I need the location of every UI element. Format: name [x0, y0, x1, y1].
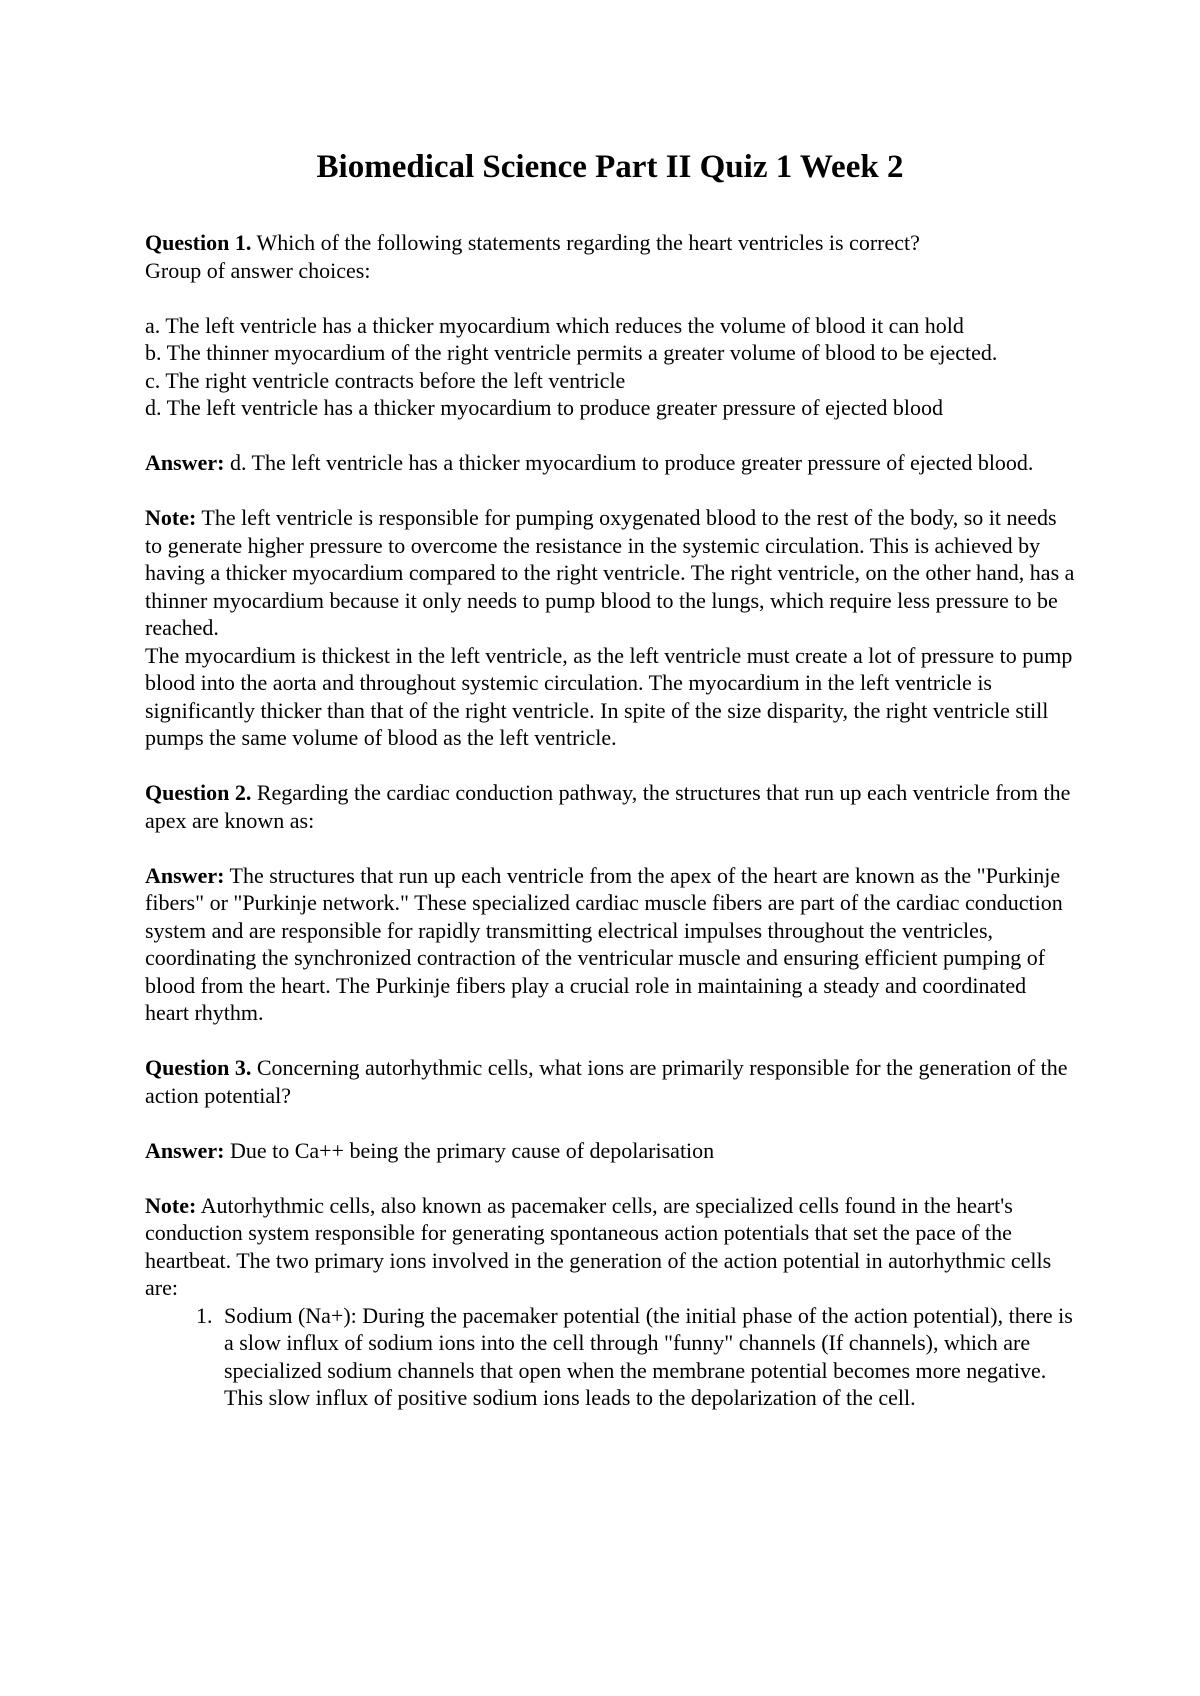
- answer-1-text: d. The left ventricle has a thicker myocardium to produce greater pressure of ejected blood.: [224, 450, 1034, 475]
- question-3-text: Concerning autorhythmic cells, what ions are primarily responsible for the generation of the action potential?: [145, 1055, 1068, 1108]
- answer-3: [145, 1137, 1075, 1165]
- question-1: [145, 229, 1075, 257]
- note-1-text: The left ventricle is responsible for pumping oxygenated blood to the rest of the body, so it needs to generate higher pressure to overcome the resistance in the systemic circulation. This is achieved by having a thicker myocardium compared to the right ventricle. The right ventricle, on the other hand, has a thinner myocardium because it only needs to pump blood to the lungs, which require less pressure to be reached.: [145, 505, 1075, 640]
- list-item: 1. Sodium (Na+): During the pacemaker potential (the initial phase of the action potential), there is a slow influx of sodium ions into the cell through "funny" channels (If channels), which are specialized sodium channels that open when the membrane potential becomes more negative. This slow influx of positive sodium ions leads to the depolarization of the cell.: [218, 1302, 1075, 1412]
- answer-3-label: Answer:: [145, 1137, 225, 1163]
- choices-heading: Group of answer choices:: [145, 257, 371, 283]
- choice-b: b. The thinner myocardium of the right ventricle permits a greater volume of blood to be ejected.: [145, 340, 998, 365]
- choice-a: a. The left ventricle has a thicker myocardium which reduces the volume of blood it can hold: [145, 312, 964, 338]
- note-3: [145, 1192, 1075, 1302]
- answer-2: [145, 862, 1075, 1027]
- note-3-text: Autorhythmic cells, also known as pacemaker cells, are specialized cells found in the heart's conduction system responsible for generating spontaneous action potentials that set the pace of the heartbeat. The two primary ions involved in the generation of the action potential in autorhythmic cells are:: [145, 1192, 1052, 1300]
- choice-d: d. The left ventricle has a thicker myocardium to produce greater pressure of ejected blood: [145, 395, 943, 420]
- answer-1: [145, 449, 1075, 477]
- question-2-label: Question 2.: [145, 780, 252, 805]
- document-title: Biomedical Science Part II Quiz 1 Week 2: [316, 149, 904, 185]
- question-3: [145, 1054, 1075, 1109]
- note-1: [145, 504, 1075, 642]
- question-1-label: Question 1.: [145, 230, 252, 255]
- ion-list: [145, 1302, 1075, 1412]
- question-1-text: Which of the following statements regarding the heart ventricles is correct?: [251, 230, 920, 255]
- answer-2-text: The structures that run up each ventricle from the apex of the heart are known as the "Purkinje fibers" or "Purkinje network." These specialized cardiac muscle fibers are part of the cardiac conduction system and are responsible for rapidly transmitting electrical impulses throughout the ventricles, coordinating the synchronized contraction of the ventricular muscle and ensuring efficient pumping of blood from the heart. The Purkinje fibers play a crucial role in maintaining a steady and coordinated heart rhythm.: [145, 862, 1063, 1025]
- answer-2-label: Answer:: [145, 862, 225, 888]
- answer-1-label: Answer:: [145, 450, 225, 475]
- question-3-label: Question 3.: [145, 1055, 252, 1080]
- choice-c: c. The right ventricle contracts before the left ventricle: [145, 367, 626, 393]
- note-1-label: Note:: [145, 505, 197, 530]
- document-page: [145, 130, 1075, 1412]
- question-2: [145, 779, 1075, 834]
- note-3-label: Note:: [145, 1192, 197, 1218]
- question-2-text: Regarding the cardiac conduction pathway, the structures that run up each ventricle from the apex are known as:: [145, 780, 1071, 833]
- note-1-continued: The myocardium is thickest in the left ventricle, as the left ventricle must create a lot of pressure to pump blood into the aorta and throughout systemic circulation. The myocardium in the left ventricle is significantly thicker than that of the right ventricle. In spite of the size disparity, the right ventricle still pumps the same volume of blood as the left ventricle.: [145, 642, 1073, 750]
- answer-3-text: Due to Ca++ being the primary cause of depolarisation: [224, 1137, 715, 1163]
